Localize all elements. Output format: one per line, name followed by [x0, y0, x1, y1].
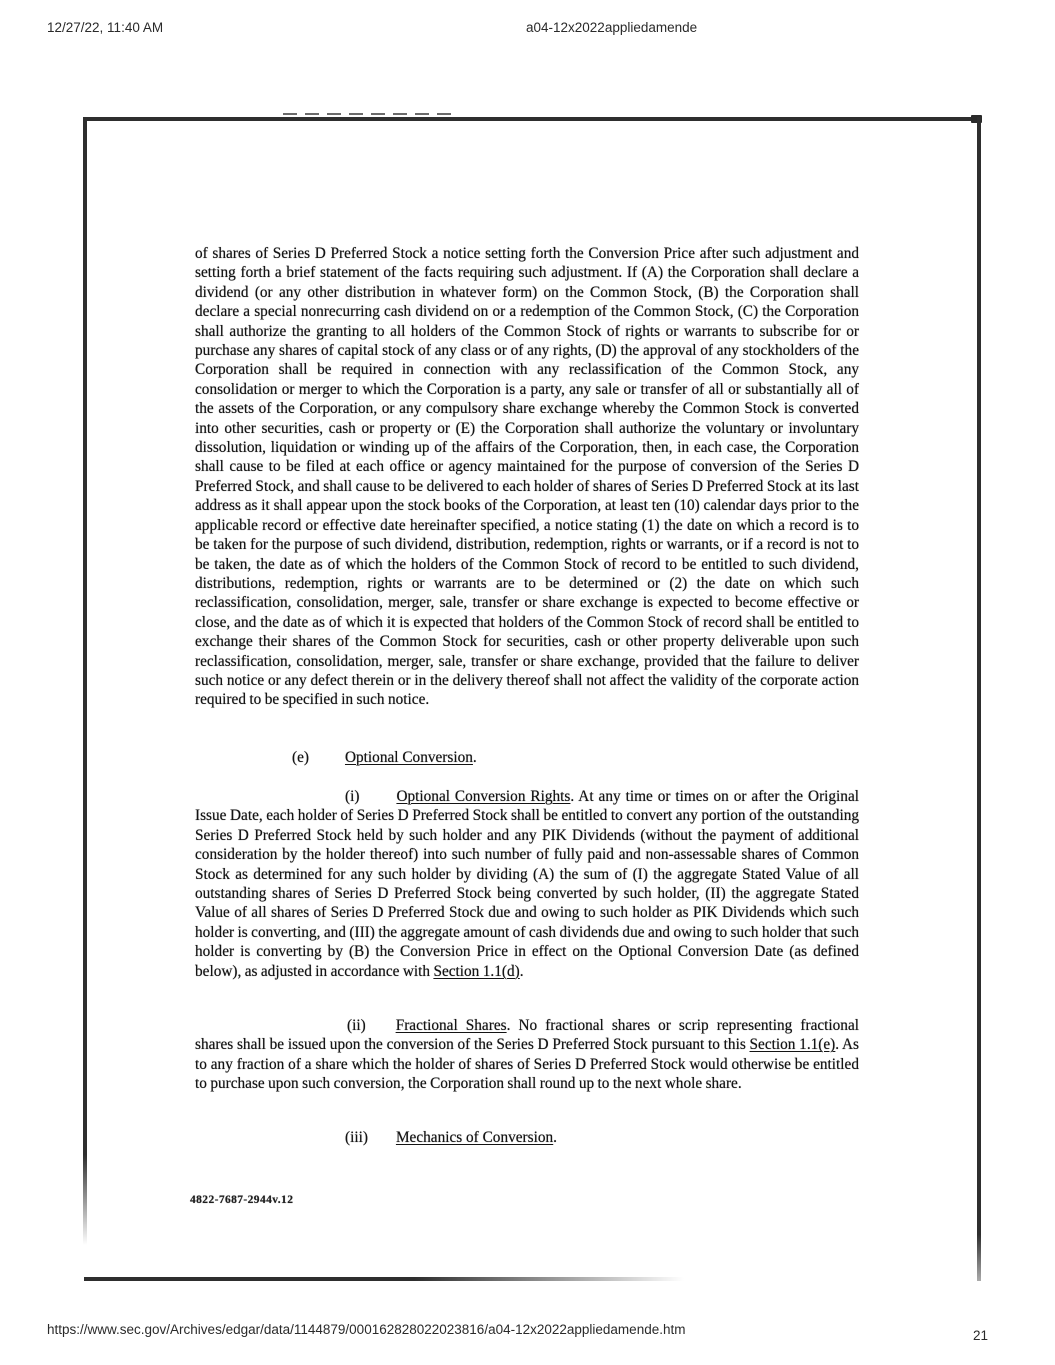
print-footer-page-number: 21 [972, 1328, 988, 1343]
scan-border-top [83, 117, 982, 121]
scan-artifact-dashes [283, 113, 459, 115]
scan-border-bottom [84, 1277, 684, 1281]
paragraph-optional-conversion-rights: (i) Optional Conversion Rights. At any time or times on or after the Original Issue Date, each holder of Series D Preferred Stock shall be entitled to convert any portion of the outstanding Series D Preferred Stock held by such holder and any PIK Dividends (without the payment of additional consideration by the holder thereof) into such number of fully paid and non-assessable shares of Common Stock as determined for any such holder by dividing (A) the sum of (I) the aggregate Stated Value of all outstanding shares of Series D Preferred Stock being converted by such holder, (II) the aggregate Stated Value of all shares of Series D Preferred Stock due and owing to such holder as PIK Dividends which such holder is converting, and (III) the aggregate amount of cash dividends due and owing to such holder that such holder is converting by (B) the Conversion Price in effect on the Optional Conversion Date (as defined below), as adjusted in accordance with Section 1.1(d). [195, 788, 859, 980]
print-header-doc-title: a04-12x2022appliedamende [526, 20, 698, 35]
scan-border-left [83, 117, 87, 1245]
paragraph-adjustment-notice-provision: of shares of Series D Preferred Stock a notice setting forth the Conversion Price after such adjustment and setting forth a brief statement of the facts requiring such adjustment. If (A) the Corporation shall declare a dividend (or any other distribution in whatever form) on the Common Stock, (B) the Corporation shall declare a special nonrecurring cash dividend on or a redemption of the Common Stock, (C) the Corporation shall authorize the granting to all holders of the Common Stock of rights or warrants to subscribe for or purchase any shares of capital stock of any class or of any rights, (D) the approval of any stockholders of the Corporation shall be required in connection with any reclassification of the Common Stock, any consolidation or merger to which the Corporation is a party, any sale or transfer of all or substantially all of the assets of the Corporation, or any compulsory share exchange whereby the Common Stock is converted into other securities, cash or property or (E) the Corporation shall authorize the voluntary or involuntary dissolution, liquidation or winding up of the affairs of the Corporation, then, in each case, the Corporation shall cause to be filed at each office or agency maintained for the purpose of conversion of the Series D Preferred Stock, and shall cause to be delivered to each holder of shares of Series D Preferred Stock at its last address as it shall appear upon the stock books of the Corporation, at least ten (10) calendar days prior to the applicable record or effective date hereinafter specified, a notice stating (1) the date on which a record is to be taken for the purpose of such dividend, distribution, redemption, rights or warrants, or if a record is not to be taken, the date as of which the holders of the Common Stock of record to be entitled to such dividend, distributions, redemption, rights or warrants are to be determined or (2) the date on which such reclassification, consolidation, merger, sale, transfer or share exchange is expected to become effective or close, and the date as of which it is expected that holders of the Common Stock of record shall be entitled to exchange their shares of the Common Stock for securities, cash or other property deliverable upon such reclassification, consolidation, merger, sale, transfer or share exchange, provided that the failure to deliver such notice or any defect therein or in the delivery thereof shall not affect the validity of the corporate action required to be specified in such notice. [195, 245, 859, 709]
heading-optional-conversion: (e) Optional Conversion. [292, 749, 477, 766]
print-header-datetime: 12/27/22, 11:40 AM [47, 20, 164, 35]
document-control-number: 4822-7687-2944v.12 [190, 1194, 294, 1206]
paragraph-fractional-shares: (ii) Fractional Shares. No fractional shares or scrip representing fractional shares shall be issued upon the conversion of the Series D Preferred Stock pursuant to this Section 1.1(e). As to any fraction of a share which the holder of shares of Series D Preferred Stock would otherwise be entitled to purchase upon such conversion, the Corporation shall round up to the next whole share. [195, 1017, 859, 1093]
print-footer-url: https://www.sec.gov/Archives/edgar/data/1144879/000162828022023816/a04-12x2022appliedamende.htm [47, 1322, 686, 1337]
heading-mechanics-of-conversion: (iii) Mechanics of Conversion. [345, 1129, 557, 1146]
scan-border-right [977, 117, 981, 1281]
